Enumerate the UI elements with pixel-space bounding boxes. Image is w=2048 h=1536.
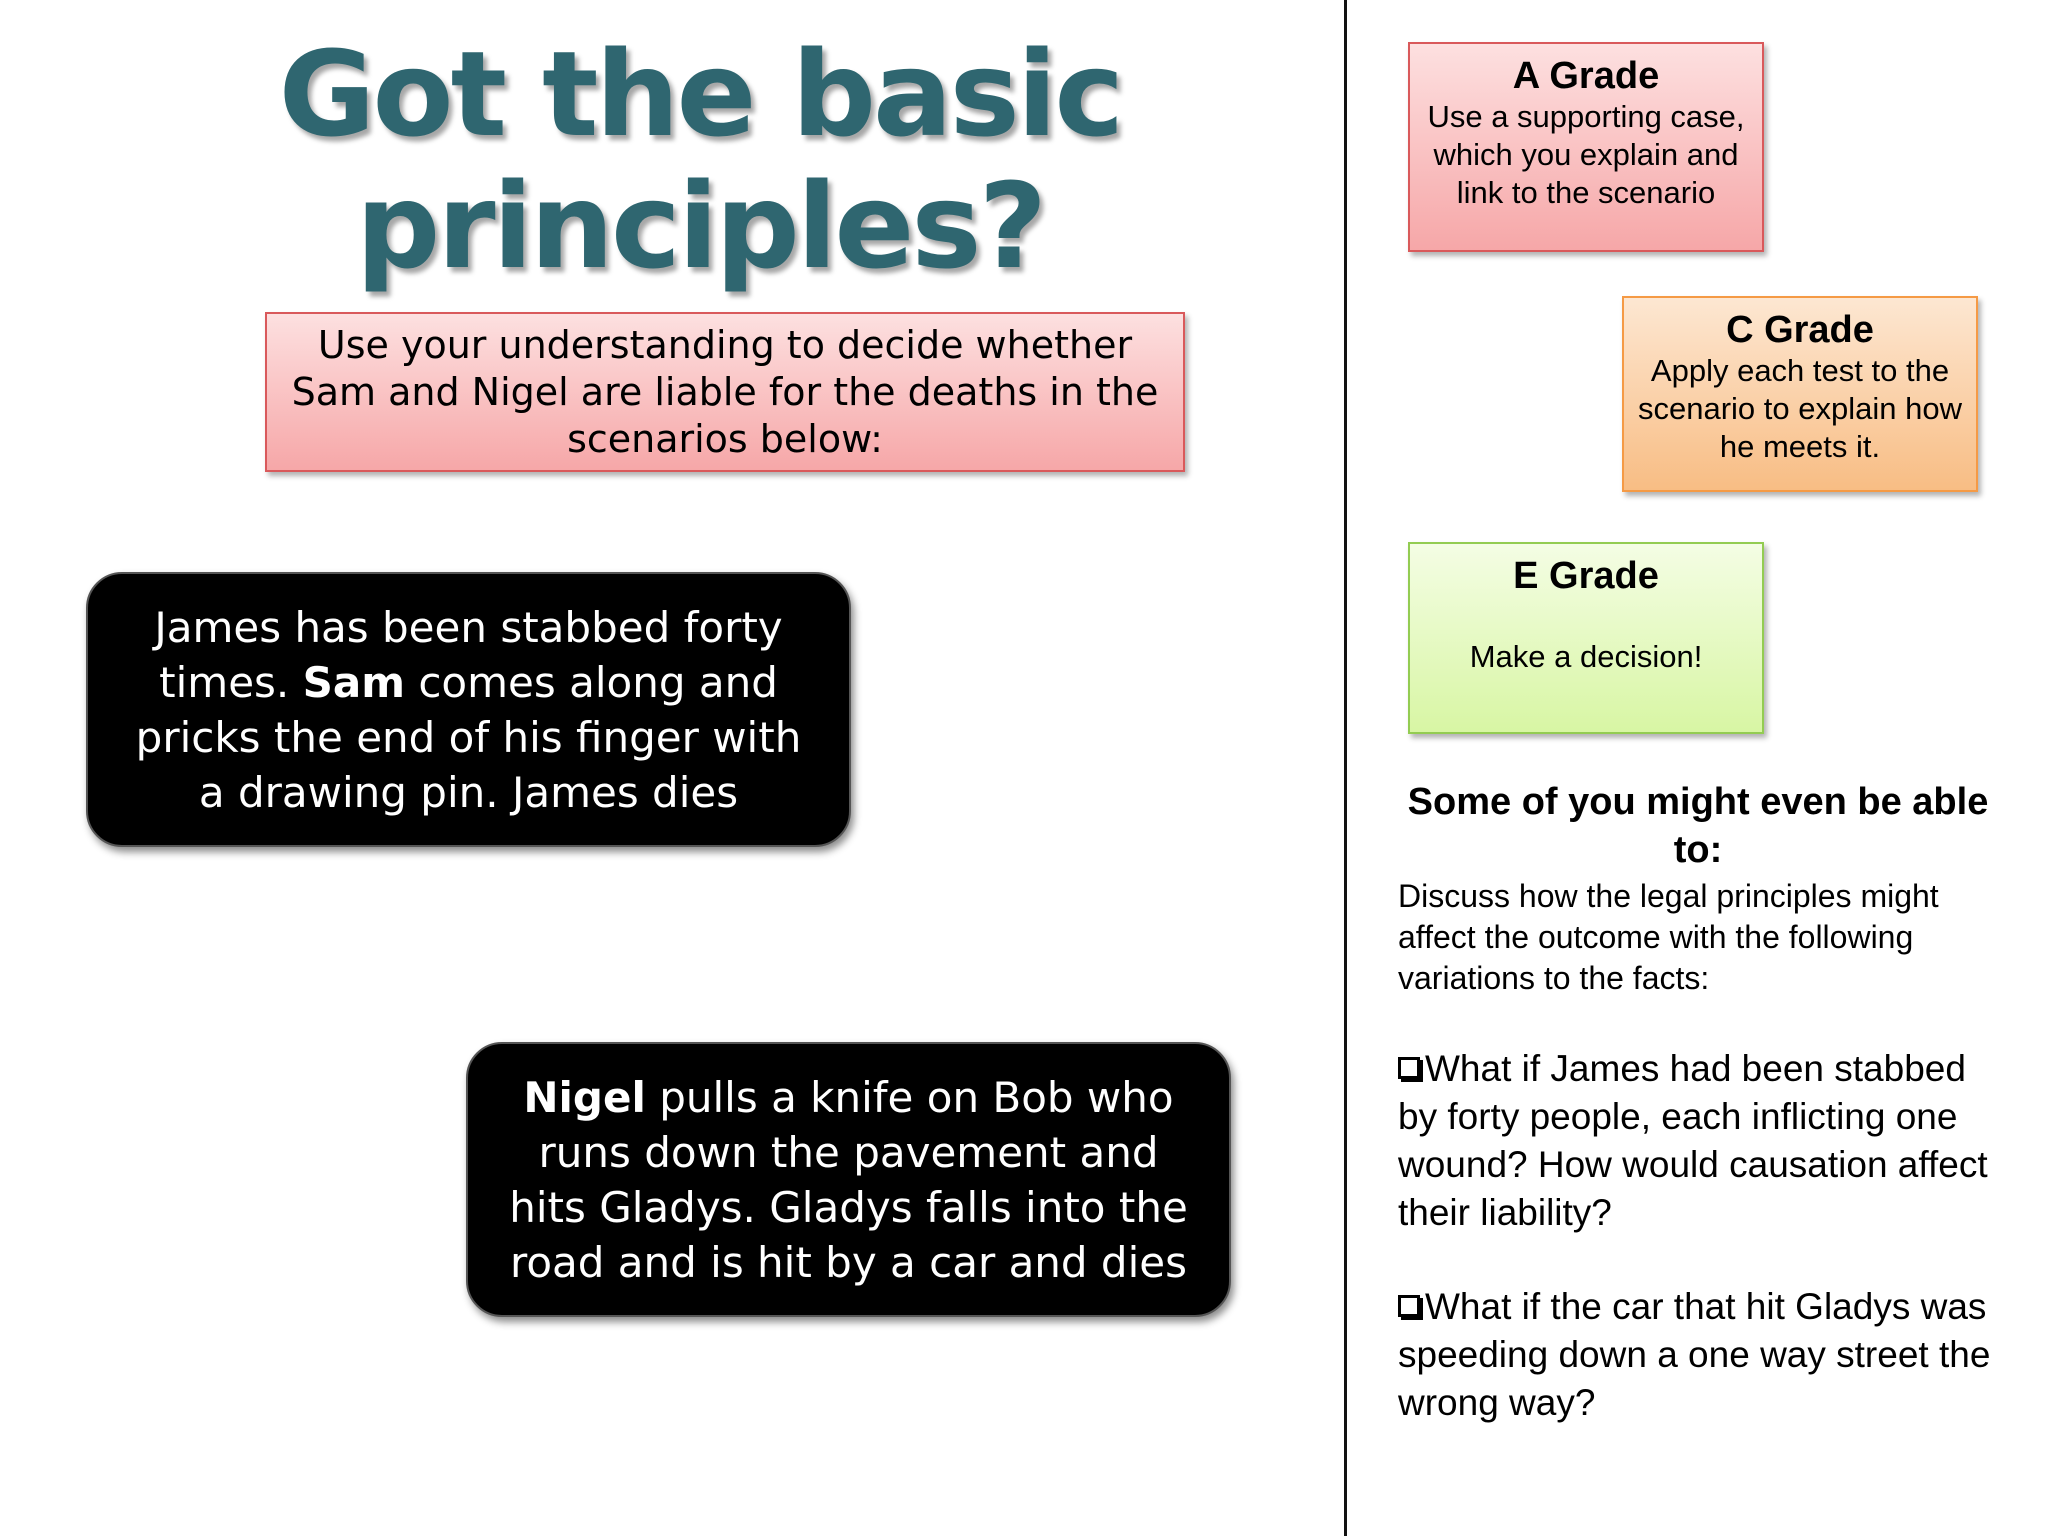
grade-e-title: E Grade xyxy=(1513,555,1659,597)
scenario-text: Nigel pulls a knife on Bob who runs down the pavement and hits Gladys. Gladys falls into the road and is hit by a car and dies xyxy=(509,1072,1188,1287)
scenario-name-bold: Nigel xyxy=(523,1072,646,1122)
title-line-2: principles? xyxy=(355,157,1045,295)
extension-intro: Discuss how the legal principles might affect the outcome with the following variations to the facts: xyxy=(1398,878,1939,996)
grade-a-body: Use a supporting case, which you explain and link to the scenario xyxy=(1427,99,1745,210)
extension-section xyxy=(1398,778,1998,1427)
grade-c-title: C Grade xyxy=(1726,309,1874,351)
checkbox-bullet-icon xyxy=(1398,1295,1420,1317)
extension-question: What if the car that hit Gladys was speeding down a one way street the wrong way? xyxy=(1398,1286,1991,1423)
grade-c-body: Apply each test to the scenario to explain how he meets it. xyxy=(1638,353,1962,464)
scenario-card-nigel xyxy=(466,1042,1231,1317)
grade-a-box xyxy=(1408,42,1764,252)
page-title xyxy=(220,25,1180,295)
grade-a-title: A Grade xyxy=(1512,55,1660,97)
scenario-text: James has been stabbed forty times. Sam comes along and pricks the end of his finger with a drawing pin. James dies xyxy=(135,602,802,817)
title-line-1: Got the basic xyxy=(278,25,1122,163)
scenario-card-sam xyxy=(86,572,851,847)
instruction-box xyxy=(265,312,1185,472)
grade-c-box xyxy=(1622,296,1978,492)
checkbox-bullet-icon xyxy=(1398,1057,1420,1079)
grade-e-box xyxy=(1408,542,1764,734)
vertical-divider xyxy=(1344,0,1347,1536)
grade-e-body: Make a decision! xyxy=(1469,639,1703,674)
instruction-text: Use your understanding to decide whether Sam and Nigel are liable for the deaths in the scenarios below: xyxy=(291,322,1159,461)
extension-heading: Some of you might even be able to: xyxy=(1407,781,1989,871)
scenario-name-bold: Sam xyxy=(302,657,405,707)
extension-question: What if James had been stabbed by forty people, each inflicting one wound? How would causation affect their liability? xyxy=(1398,1048,1988,1233)
